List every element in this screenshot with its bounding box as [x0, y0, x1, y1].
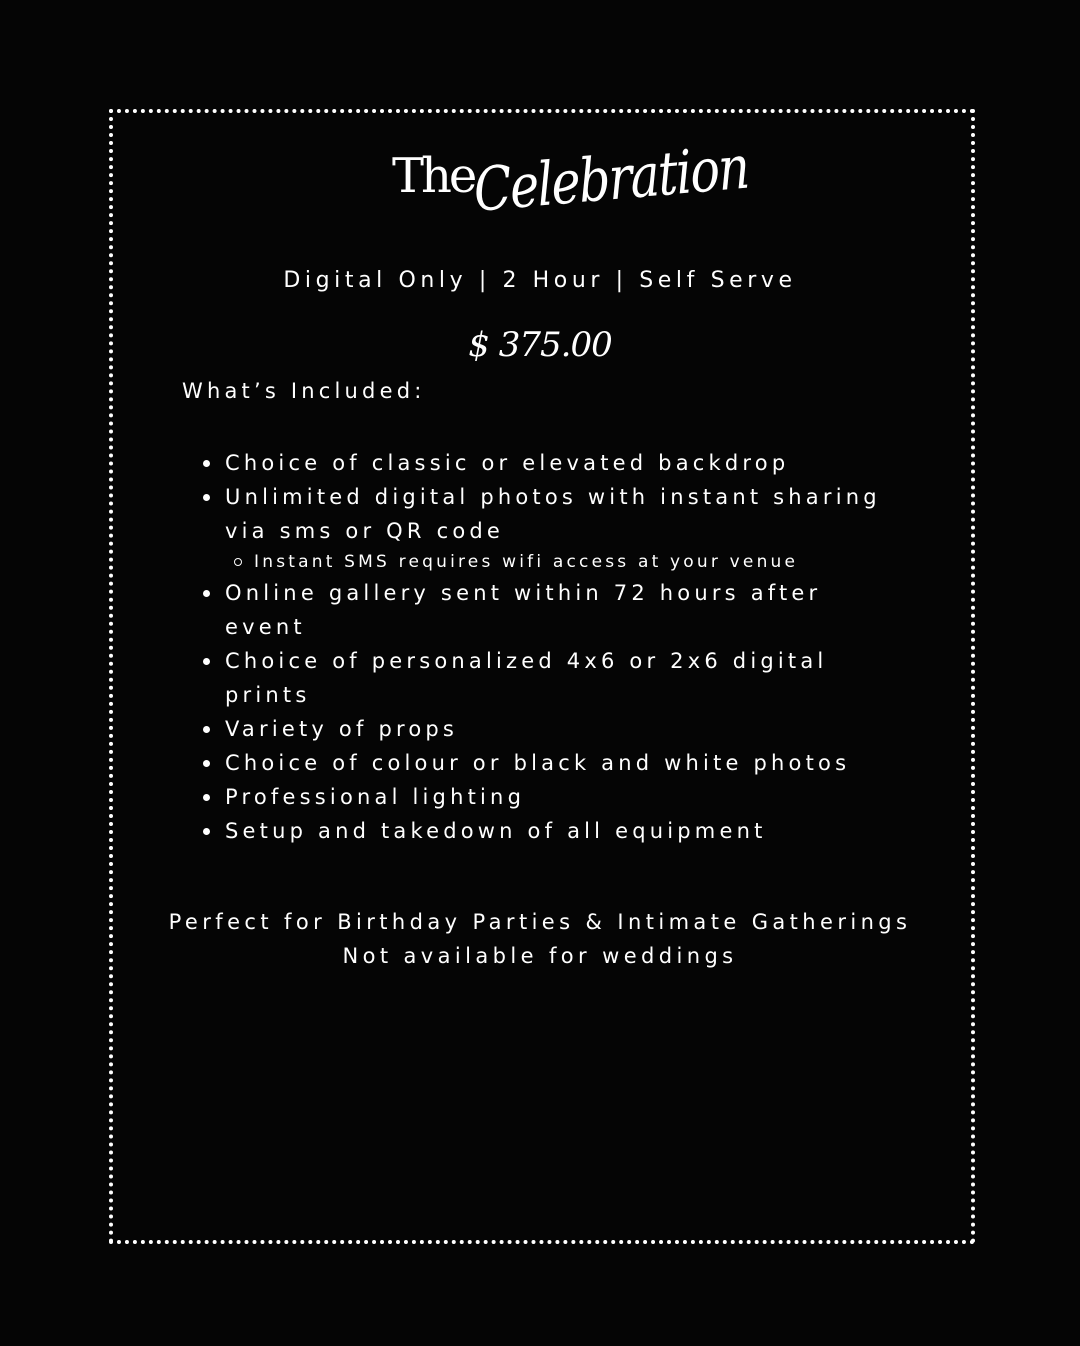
included-heading: What’s Included:	[182, 379, 426, 403]
features-list	[200, 446, 890, 848]
not-available-text: Not available for weddings	[342, 944, 738, 968]
feature-text: Professional lighting	[225, 785, 526, 809]
feature-item	[200, 576, 890, 644]
bullet-icon	[203, 794, 210, 801]
feature-text: Choice of classic or elevated backdrop	[225, 451, 790, 475]
bullet-icon	[203, 590, 210, 597]
feature-text: Variety of props	[225, 717, 459, 741]
feature-item	[200, 644, 890, 712]
feature-text: Choice of colour or black and white photos	[225, 751, 851, 775]
feature-text: Setup and takedown of all equipment	[225, 819, 767, 843]
perfect-for-text: Perfect for Birthday Parties & Intimate Gatherings	[168, 910, 912, 934]
feature-subitem	[225, 548, 890, 576]
bullet-icon	[203, 726, 210, 733]
feature-sublist	[225, 548, 890, 576]
feature-text: Choice of personalized 4x6 or 2x6 digital prints	[225, 649, 828, 707]
feature-item	[200, 712, 890, 746]
feature-text: Online gallery sent within 72 hours after event	[225, 581, 822, 639]
feature-subitem-text: Instant SMS requires wifi access at your venue	[254, 552, 799, 572]
bullet-icon	[203, 658, 210, 665]
package-price: $ 375.00	[468, 325, 612, 365]
package-subtitle: Digital Only | 2 Hour | Self Serve	[283, 268, 797, 293]
bullet-icon	[203, 760, 210, 767]
title-the: The	[392, 148, 475, 204]
bullet-icon	[203, 828, 210, 835]
feature-item	[200, 746, 890, 780]
bullet-icon	[203, 460, 210, 467]
feature-item	[200, 780, 890, 814]
feature-item	[200, 480, 890, 576]
feature-text: Unlimited digital photos with instant sharing via sms or QR code	[225, 485, 881, 543]
bullet-icon	[203, 494, 210, 501]
package-title	[392, 132, 751, 258]
title-script: Celebration	[472, 132, 751, 226]
feature-item	[200, 446, 890, 480]
hollow-bullet-icon	[234, 558, 242, 566]
feature-item	[200, 814, 890, 848]
